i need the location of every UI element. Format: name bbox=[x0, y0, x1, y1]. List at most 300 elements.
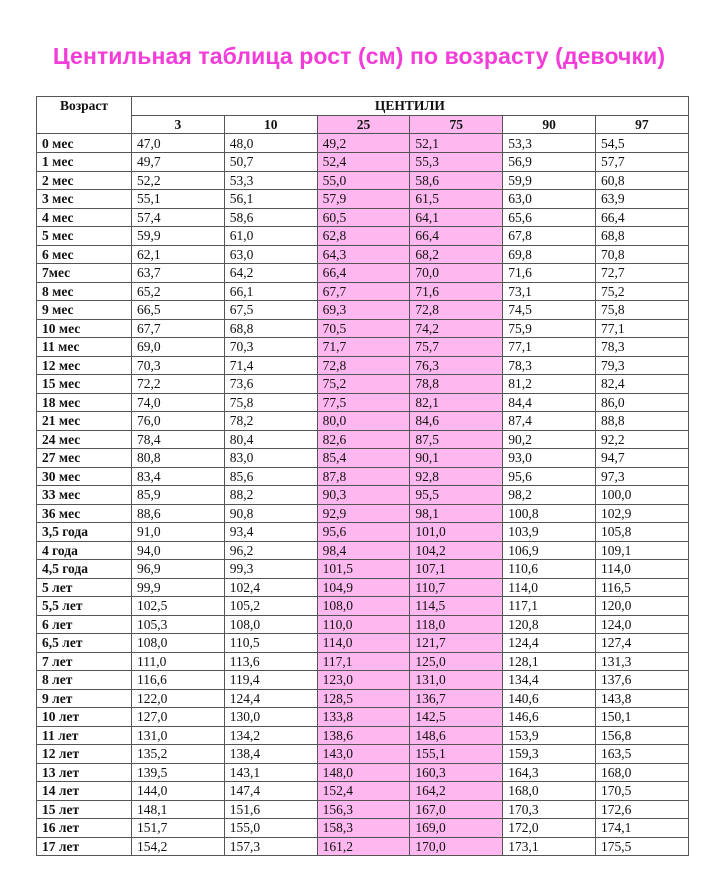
value-cell-p90: 59,9 bbox=[503, 171, 596, 190]
value-cell-p3: 74,0 bbox=[132, 393, 225, 412]
value-cell-p75: 104,2 bbox=[410, 541, 503, 560]
value-cell-p3: 127,0 bbox=[132, 708, 225, 727]
value-cell-p75: 114,5 bbox=[410, 597, 503, 616]
value-cell-p10: 134,2 bbox=[224, 726, 317, 745]
value-cell-p75: 84,6 bbox=[410, 412, 503, 431]
value-cell-p97: 124,0 bbox=[595, 615, 688, 634]
value-cell-p97: 120,0 bbox=[595, 597, 688, 616]
centile-header-97: 97 bbox=[595, 115, 688, 134]
value-cell-p3: 55,1 bbox=[132, 190, 225, 209]
value-cell-p25: 148,0 bbox=[317, 763, 410, 782]
value-cell-p75: 58,6 bbox=[410, 171, 503, 190]
value-cell-p75: 155,1 bbox=[410, 745, 503, 764]
value-cell-p25: 98,4 bbox=[317, 541, 410, 560]
age-cell: 1 мес bbox=[37, 153, 132, 172]
value-cell-p90: 71,6 bbox=[503, 264, 596, 283]
value-cell-p10: 151,6 bbox=[224, 800, 317, 819]
value-cell-p25: 114,0 bbox=[317, 634, 410, 653]
value-cell-p25: 117,1 bbox=[317, 652, 410, 671]
age-cell: 5 лет bbox=[37, 578, 132, 597]
age-cell: 10 мес bbox=[37, 319, 132, 338]
value-cell-p90: 87,4 bbox=[503, 412, 596, 431]
value-cell-p90: 120,8 bbox=[503, 615, 596, 634]
value-cell-p3: 91,0 bbox=[132, 523, 225, 542]
value-cell-p97: 116,5 bbox=[595, 578, 688, 597]
value-cell-p97: 150,1 bbox=[595, 708, 688, 727]
age-cell: 3,5 года bbox=[37, 523, 132, 542]
value-cell-p90: 78,3 bbox=[503, 356, 596, 375]
table-row bbox=[37, 486, 689, 505]
value-cell-p3: 85,9 bbox=[132, 486, 225, 505]
value-cell-p75: 75,7 bbox=[410, 338, 503, 357]
age-cell: 12 лет bbox=[37, 745, 132, 764]
age-cell: 9 мес bbox=[37, 301, 132, 320]
value-cell-p10: 64,2 bbox=[224, 264, 317, 283]
value-cell-p75: 148,6 bbox=[410, 726, 503, 745]
value-cell-p10: 85,6 bbox=[224, 467, 317, 486]
table-row bbox=[37, 134, 689, 153]
value-cell-p25: 77,5 bbox=[317, 393, 410, 412]
value-cell-p97: 72,7 bbox=[595, 264, 688, 283]
value-cell-p90: 173,1 bbox=[503, 837, 596, 856]
value-cell-p25: 156,3 bbox=[317, 800, 410, 819]
centile-table bbox=[36, 96, 689, 856]
value-cell-p75: 160,3 bbox=[410, 763, 503, 782]
table-row bbox=[37, 578, 689, 597]
age-cell: 0 мес bbox=[37, 134, 132, 153]
age-cell: 4,5 года bbox=[37, 560, 132, 579]
age-cell: 16 лет bbox=[37, 819, 132, 838]
table-row bbox=[37, 208, 689, 227]
table-row bbox=[37, 782, 689, 801]
value-cell-p90: 146,6 bbox=[503, 708, 596, 727]
value-cell-p90: 93,0 bbox=[503, 449, 596, 468]
value-cell-p10: 96,2 bbox=[224, 541, 317, 560]
value-cell-p75: 70,0 bbox=[410, 264, 503, 283]
age-cell: 13 лет bbox=[37, 763, 132, 782]
value-cell-p75: 68,2 bbox=[410, 245, 503, 264]
value-cell-p3: 62,1 bbox=[132, 245, 225, 264]
value-cell-p3: 148,1 bbox=[132, 800, 225, 819]
value-cell-p3: 96,9 bbox=[132, 560, 225, 579]
value-cell-p25: 52,4 bbox=[317, 153, 410, 172]
value-cell-p97: 143,8 bbox=[595, 689, 688, 708]
value-cell-p25: 158,3 bbox=[317, 819, 410, 838]
value-cell-p90: 153,9 bbox=[503, 726, 596, 745]
value-cell-p97: 105,8 bbox=[595, 523, 688, 542]
value-cell-p97: 100,0 bbox=[595, 486, 688, 505]
value-cell-p3: 139,5 bbox=[132, 763, 225, 782]
table-row bbox=[37, 652, 689, 671]
centile-header-25: 25 bbox=[317, 115, 410, 134]
age-cell: 4 мес bbox=[37, 208, 132, 227]
value-cell-p25: 138,6 bbox=[317, 726, 410, 745]
value-cell-p90: 63,0 bbox=[503, 190, 596, 209]
value-cell-p3: 70,3 bbox=[132, 356, 225, 375]
value-cell-p90: 67,8 bbox=[503, 227, 596, 246]
value-cell-p97: 163,5 bbox=[595, 745, 688, 764]
value-cell-p25: 55,0 bbox=[317, 171, 410, 190]
value-cell-p3: 63,7 bbox=[132, 264, 225, 283]
value-cell-p25: 72,8 bbox=[317, 356, 410, 375]
age-cell: 30 мес bbox=[37, 467, 132, 486]
value-cell-p25: 82,6 bbox=[317, 430, 410, 449]
value-cell-p3: 72,2 bbox=[132, 375, 225, 394]
value-cell-p10: 61,0 bbox=[224, 227, 317, 246]
centile-header-90: 90 bbox=[503, 115, 596, 134]
value-cell-p75: 170,0 bbox=[410, 837, 503, 856]
table-row bbox=[37, 745, 689, 764]
table-row bbox=[37, 393, 689, 412]
value-cell-p90: 81,2 bbox=[503, 375, 596, 394]
table-body bbox=[37, 134, 689, 856]
value-cell-p90: 172,0 bbox=[503, 819, 596, 838]
value-cell-p75: 136,7 bbox=[410, 689, 503, 708]
table-row bbox=[37, 412, 689, 431]
table-row bbox=[37, 615, 689, 634]
value-cell-p90: 106,9 bbox=[503, 541, 596, 560]
value-cell-p97: 54,5 bbox=[595, 134, 688, 153]
value-cell-p3: 59,9 bbox=[132, 227, 225, 246]
age-cell: 24 мес bbox=[37, 430, 132, 449]
value-cell-p10: 75,8 bbox=[224, 393, 317, 412]
value-cell-p3: 88,6 bbox=[132, 504, 225, 523]
value-cell-p75: 55,3 bbox=[410, 153, 503, 172]
value-cell-p3: 65,2 bbox=[132, 282, 225, 301]
value-cell-p25: 152,4 bbox=[317, 782, 410, 801]
value-cell-p3: 80,8 bbox=[132, 449, 225, 468]
table-row bbox=[37, 523, 689, 542]
value-cell-p3: 66,5 bbox=[132, 301, 225, 320]
value-cell-p97: 66,4 bbox=[595, 208, 688, 227]
value-cell-p90: 56,9 bbox=[503, 153, 596, 172]
age-cell: 12 мес bbox=[37, 356, 132, 375]
value-cell-p97: 75,8 bbox=[595, 301, 688, 320]
value-cell-p90: 117,1 bbox=[503, 597, 596, 616]
table-row bbox=[37, 190, 689, 209]
table-row bbox=[37, 800, 689, 819]
age-cell: 18 мес bbox=[37, 393, 132, 412]
table-row bbox=[37, 356, 689, 375]
age-cell: 36 мес bbox=[37, 504, 132, 523]
table-row bbox=[37, 689, 689, 708]
value-cell-p75: 90,1 bbox=[410, 449, 503, 468]
age-cell: 2 мес bbox=[37, 171, 132, 190]
age-cell: 33 мес bbox=[37, 486, 132, 505]
value-cell-p25: 70,5 bbox=[317, 319, 410, 338]
age-cell: 5,5 лет bbox=[37, 597, 132, 616]
value-cell-p25: 75,2 bbox=[317, 375, 410, 394]
value-cell-p97: 102,9 bbox=[595, 504, 688, 523]
table-row bbox=[37, 319, 689, 338]
table-row bbox=[37, 763, 689, 782]
value-cell-p25: 123,0 bbox=[317, 671, 410, 690]
value-cell-p90: 110,6 bbox=[503, 560, 596, 579]
value-cell-p75: 107,1 bbox=[410, 560, 503, 579]
value-cell-p10: 56,1 bbox=[224, 190, 317, 209]
value-cell-p25: 101,5 bbox=[317, 560, 410, 579]
value-cell-p90: 73,1 bbox=[503, 282, 596, 301]
value-cell-p3: 52,2 bbox=[132, 171, 225, 190]
age-column-header: Возраст bbox=[37, 97, 132, 134]
value-cell-p10: 124,4 bbox=[224, 689, 317, 708]
value-cell-p97: 127,4 bbox=[595, 634, 688, 653]
value-cell-p3: 76,0 bbox=[132, 412, 225, 431]
value-cell-p90: 95,6 bbox=[503, 467, 596, 486]
value-cell-p10: 110,5 bbox=[224, 634, 317, 653]
value-cell-p97: 170,5 bbox=[595, 782, 688, 801]
value-cell-p97: 131,3 bbox=[595, 652, 688, 671]
value-cell-p25: 143,0 bbox=[317, 745, 410, 764]
value-cell-p75: 131,0 bbox=[410, 671, 503, 690]
table-row bbox=[37, 153, 689, 172]
value-cell-p90: 103,9 bbox=[503, 523, 596, 542]
value-cell-p3: 47,0 bbox=[132, 134, 225, 153]
value-cell-p97: 86,0 bbox=[595, 393, 688, 412]
value-cell-p10: 130,0 bbox=[224, 708, 317, 727]
value-cell-p10: 93,4 bbox=[224, 523, 317, 542]
value-cell-p97: 78,3 bbox=[595, 338, 688, 357]
value-cell-p10: 63,0 bbox=[224, 245, 317, 264]
value-cell-p97: 57,7 bbox=[595, 153, 688, 172]
value-cell-p10: 147,4 bbox=[224, 782, 317, 801]
value-cell-p75: 71,6 bbox=[410, 282, 503, 301]
value-cell-p75: 66,4 bbox=[410, 227, 503, 246]
value-cell-p10: 83,0 bbox=[224, 449, 317, 468]
value-cell-p3: 135,2 bbox=[132, 745, 225, 764]
value-cell-p25: 60,5 bbox=[317, 208, 410, 227]
value-cell-p75: 72,8 bbox=[410, 301, 503, 320]
value-cell-p25: 80,0 bbox=[317, 412, 410, 431]
table-row bbox=[37, 541, 689, 560]
value-cell-p10: 78,2 bbox=[224, 412, 317, 431]
table-row bbox=[37, 708, 689, 727]
value-cell-p90: 65,6 bbox=[503, 208, 596, 227]
value-cell-p75: 74,2 bbox=[410, 319, 503, 338]
age-cell: 4 года bbox=[37, 541, 132, 560]
table-row bbox=[37, 819, 689, 838]
value-cell-p10: 157,3 bbox=[224, 837, 317, 856]
value-cell-p10: 70,3 bbox=[224, 338, 317, 357]
value-cell-p25: 104,9 bbox=[317, 578, 410, 597]
value-cell-p90: 164,3 bbox=[503, 763, 596, 782]
value-cell-p25: 87,8 bbox=[317, 467, 410, 486]
value-cell-p75: 92,8 bbox=[410, 467, 503, 486]
value-cell-p3: 69,0 bbox=[132, 338, 225, 357]
value-cell-p75: 110,7 bbox=[410, 578, 503, 597]
value-cell-p25: 108,0 bbox=[317, 597, 410, 616]
value-cell-p25: 92,9 bbox=[317, 504, 410, 523]
value-cell-p25: 71,7 bbox=[317, 338, 410, 357]
value-cell-p90: 128,1 bbox=[503, 652, 596, 671]
age-cell: 7мес bbox=[37, 264, 132, 283]
value-cell-p97: 92,2 bbox=[595, 430, 688, 449]
value-cell-p90: 159,3 bbox=[503, 745, 596, 764]
value-cell-p90: 77,1 bbox=[503, 338, 596, 357]
value-cell-p90: 170,3 bbox=[503, 800, 596, 819]
value-cell-p90: 75,9 bbox=[503, 319, 596, 338]
value-cell-p75: 125,0 bbox=[410, 652, 503, 671]
value-cell-p75: 142,5 bbox=[410, 708, 503, 727]
value-cell-p75: 87,5 bbox=[410, 430, 503, 449]
age-cell: 8 мес bbox=[37, 282, 132, 301]
value-cell-p10: 58,6 bbox=[224, 208, 317, 227]
age-cell: 14 лет bbox=[37, 782, 132, 801]
table-row bbox=[37, 504, 689, 523]
value-cell-p75: 167,0 bbox=[410, 800, 503, 819]
age-cell: 6 лет bbox=[37, 615, 132, 634]
value-cell-p97: 88,8 bbox=[595, 412, 688, 431]
value-cell-p90: 134,4 bbox=[503, 671, 596, 690]
value-cell-p25: 95,6 bbox=[317, 523, 410, 542]
value-cell-p10: 71,4 bbox=[224, 356, 317, 375]
value-cell-p3: 67,7 bbox=[132, 319, 225, 338]
value-cell-p3: 116,6 bbox=[132, 671, 225, 690]
value-cell-p75: 61,5 bbox=[410, 190, 503, 209]
value-cell-p25: 90,3 bbox=[317, 486, 410, 505]
table-row bbox=[37, 338, 689, 357]
value-cell-p25: 85,4 bbox=[317, 449, 410, 468]
age-cell: 15 лет bbox=[37, 800, 132, 819]
value-cell-p25: 128,5 bbox=[317, 689, 410, 708]
table-row bbox=[37, 634, 689, 653]
value-cell-p75: 118,0 bbox=[410, 615, 503, 634]
value-cell-p10: 99,3 bbox=[224, 560, 317, 579]
age-cell: 9 лет bbox=[37, 689, 132, 708]
centile-header-row bbox=[37, 115, 689, 134]
value-cell-p97: 172,6 bbox=[595, 800, 688, 819]
table-row bbox=[37, 671, 689, 690]
value-cell-p25: 49,2 bbox=[317, 134, 410, 153]
age-cell: 7 лет bbox=[37, 652, 132, 671]
value-cell-p97: 68,8 bbox=[595, 227, 688, 246]
age-cell: 11 лет bbox=[37, 726, 132, 745]
value-cell-p3: 99,9 bbox=[132, 578, 225, 597]
value-cell-p10: 105,2 bbox=[224, 597, 317, 616]
value-cell-p3: 83,4 bbox=[132, 467, 225, 486]
value-cell-p75: 78,8 bbox=[410, 375, 503, 394]
value-cell-p75: 82,1 bbox=[410, 393, 503, 412]
value-cell-p90: 84,4 bbox=[503, 393, 596, 412]
value-cell-p75: 76,3 bbox=[410, 356, 503, 375]
value-cell-p25: 133,8 bbox=[317, 708, 410, 727]
value-cell-p75: 169,0 bbox=[410, 819, 503, 838]
age-cell: 27 мес bbox=[37, 449, 132, 468]
value-cell-p10: 143,1 bbox=[224, 763, 317, 782]
value-cell-p3: 94,0 bbox=[132, 541, 225, 560]
age-cell: 6,5 лет bbox=[37, 634, 132, 653]
centiles-group-header: ЦЕНТИЛИ bbox=[132, 97, 689, 116]
value-cell-p90: 74,5 bbox=[503, 301, 596, 320]
value-cell-p10: 73,6 bbox=[224, 375, 317, 394]
value-cell-p10: 90,8 bbox=[224, 504, 317, 523]
value-cell-p25: 57,9 bbox=[317, 190, 410, 209]
value-cell-p10: 88,2 bbox=[224, 486, 317, 505]
value-cell-p90: 140,6 bbox=[503, 689, 596, 708]
value-cell-p10: 108,0 bbox=[224, 615, 317, 634]
value-cell-p97: 156,8 bbox=[595, 726, 688, 745]
value-cell-p90: 98,2 bbox=[503, 486, 596, 505]
value-cell-p3: 144,0 bbox=[132, 782, 225, 801]
value-cell-p75: 101,0 bbox=[410, 523, 503, 542]
centile-header-75: 75 bbox=[410, 115, 503, 134]
value-cell-p25: 110,0 bbox=[317, 615, 410, 634]
value-cell-p10: 80,4 bbox=[224, 430, 317, 449]
value-cell-p90: 100,8 bbox=[503, 504, 596, 523]
value-cell-p97: 174,1 bbox=[595, 819, 688, 838]
value-cell-p97: 168,0 bbox=[595, 763, 688, 782]
value-cell-p90: 69,8 bbox=[503, 245, 596, 264]
table-row bbox=[37, 245, 689, 264]
value-cell-p3: 111,0 bbox=[132, 652, 225, 671]
value-cell-p75: 95,5 bbox=[410, 486, 503, 505]
value-cell-p10: 102,4 bbox=[224, 578, 317, 597]
value-cell-p75: 98,1 bbox=[410, 504, 503, 523]
table-row bbox=[37, 282, 689, 301]
value-cell-p25: 66,4 bbox=[317, 264, 410, 283]
value-cell-p10: 50,7 bbox=[224, 153, 317, 172]
value-cell-p3: 151,7 bbox=[132, 819, 225, 838]
age-cell: 3 мес bbox=[37, 190, 132, 209]
value-cell-p97: 114,0 bbox=[595, 560, 688, 579]
value-cell-p25: 64,3 bbox=[317, 245, 410, 264]
value-cell-p3: 57,4 bbox=[132, 208, 225, 227]
value-cell-p75: 164,2 bbox=[410, 782, 503, 801]
table-row bbox=[37, 467, 689, 486]
value-cell-p10: 68,8 bbox=[224, 319, 317, 338]
table-row bbox=[37, 171, 689, 190]
value-cell-p97: 94,7 bbox=[595, 449, 688, 468]
value-cell-p25: 161,2 bbox=[317, 837, 410, 856]
age-cell: 11 мес bbox=[37, 338, 132, 357]
value-cell-p25: 62,8 bbox=[317, 227, 410, 246]
value-cell-p97: 97,3 bbox=[595, 467, 688, 486]
value-cell-p90: 114,0 bbox=[503, 578, 596, 597]
age-cell: 8 лет bbox=[37, 671, 132, 690]
value-cell-p10: 66,1 bbox=[224, 282, 317, 301]
value-cell-p3: 78,4 bbox=[132, 430, 225, 449]
value-cell-p10: 48,0 bbox=[224, 134, 317, 153]
value-cell-p90: 53,3 bbox=[503, 134, 596, 153]
value-cell-p3: 49,7 bbox=[132, 153, 225, 172]
age-cell: 17 лет bbox=[37, 837, 132, 856]
value-cell-p75: 121,7 bbox=[410, 634, 503, 653]
table-header-row bbox=[37, 97, 689, 116]
value-cell-p10: 67,5 bbox=[224, 301, 317, 320]
table-row bbox=[37, 301, 689, 320]
centile-header-3: 3 bbox=[132, 115, 225, 134]
value-cell-p10: 53,3 bbox=[224, 171, 317, 190]
table-row bbox=[37, 264, 689, 283]
centile-header-10: 10 bbox=[224, 115, 317, 134]
table-row bbox=[37, 726, 689, 745]
value-cell-p10: 155,0 bbox=[224, 819, 317, 838]
age-cell: 5 мес bbox=[37, 227, 132, 246]
value-cell-p3: 122,0 bbox=[132, 689, 225, 708]
value-cell-p97: 77,1 bbox=[595, 319, 688, 338]
age-cell: 21 мес bbox=[37, 412, 132, 431]
age-cell: 6 мес bbox=[37, 245, 132, 264]
value-cell-p97: 70,8 bbox=[595, 245, 688, 264]
value-cell-p75: 52,1 bbox=[410, 134, 503, 153]
value-cell-p3: 131,0 bbox=[132, 726, 225, 745]
value-cell-p97: 109,1 bbox=[595, 541, 688, 560]
value-cell-p97: 82,4 bbox=[595, 375, 688, 394]
value-cell-p3: 154,2 bbox=[132, 837, 225, 856]
table-row bbox=[37, 597, 689, 616]
value-cell-p10: 138,4 bbox=[224, 745, 317, 764]
table-row bbox=[37, 560, 689, 579]
